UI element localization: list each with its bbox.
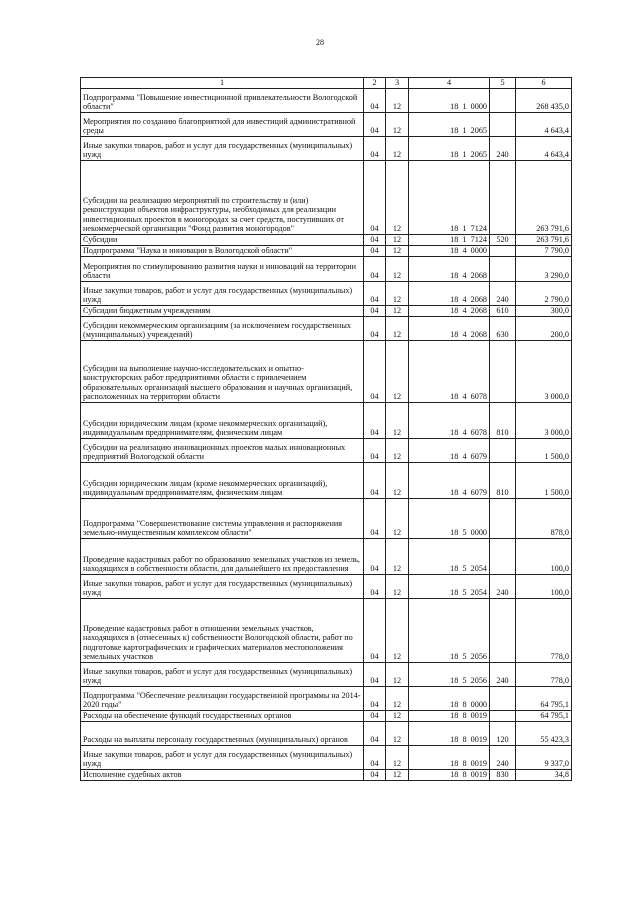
row-amount: 100,0 <box>516 539 572 575</box>
row-description: Субсидии на реализацию мероприятий по строительству и (или) реконструкции объектов инфраструктуры, необходимых для реализации инвестиционных проектов в моногородах за счет средств, поступивших от некоммерческой организации "Фонд развития моногородов" <box>81 161 364 235</box>
row-amount: 4 643,4 <box>516 137 572 161</box>
table-row <box>81 770 572 781</box>
row-target-article: 18 5 2056 <box>409 599 490 663</box>
table-row <box>81 317 572 341</box>
row-description: Субсидии бюджетным учреждениям <box>81 306 364 317</box>
row-description: Подпрограмма "Обеспечение реализации государственной программы на 2014-2020 годы" <box>81 687 364 711</box>
table-row <box>81 599 572 663</box>
row-subsection-code: 12 <box>386 306 409 317</box>
row-subsection-code: 12 <box>386 246 409 257</box>
table-row <box>81 746 572 770</box>
row-description: Иные закупки товаров, работ и услуг для государственных (муниципальных) нужд <box>81 663 364 687</box>
row-expense-type: 240 <box>490 663 516 687</box>
row-amount: 3 290,0 <box>516 257 572 282</box>
row-subsection-code: 12 <box>386 89 409 113</box>
row-target-article: 18 1 2065 <box>409 113 490 137</box>
row-expense-type <box>490 439 516 463</box>
row-amount: 778,0 <box>516 599 572 663</box>
row-subsection-code: 12 <box>386 439 409 463</box>
row-description: Субсидии юридическим лицам (кроме некоммерческих организаций), индивидуальным предпринимателям, физическим лицам <box>81 403 364 439</box>
row-description: Мероприятия по стимулированию развития науки и инноваций на территории области <box>81 257 364 282</box>
row-target-article: 18 5 2054 <box>409 539 490 575</box>
row-expense-type: 520 <box>490 235 516 246</box>
row-description: Иные закупки товаров, работ и услуг для государственных (муниципальных) нужд <box>81 137 364 161</box>
table-row <box>81 711 572 722</box>
row-target-article: 18 8 0019 <box>409 711 490 722</box>
page-number: 28 <box>316 38 324 47</box>
table-body <box>81 78 572 781</box>
table-row <box>81 439 572 463</box>
row-amount: 3 000,0 <box>516 403 572 439</box>
row-section-code: 04 <box>364 306 386 317</box>
row-section-code: 04 <box>364 161 386 235</box>
row-subsection-code: 12 <box>386 235 409 246</box>
table-header-row <box>81 78 572 89</box>
row-expense-type <box>490 499 516 539</box>
row-target-article: 18 4 6078 <box>409 341 490 403</box>
row-amount: 34,8 <box>516 770 572 781</box>
table-row <box>81 246 572 257</box>
row-section-code: 04 <box>364 746 386 770</box>
table-row <box>81 306 572 317</box>
row-amount: 1 500,0 <box>516 463 572 499</box>
row-expense-type: 240 <box>490 137 516 161</box>
row-subsection-code: 12 <box>386 746 409 770</box>
row-target-article: 18 1 7124 <box>409 161 490 235</box>
row-description: Расходы на обеспечение функций государственных органов <box>81 711 364 722</box>
row-description: Мероприятия по созданию благоприятной для инвестиций административной среды <box>81 113 364 137</box>
row-expense-type <box>490 246 516 257</box>
row-subsection-code: 12 <box>386 663 409 687</box>
column-header: 6 <box>516 78 572 89</box>
row-section-code: 04 <box>364 282 386 306</box>
row-section-code: 04 <box>364 341 386 403</box>
row-target-article: 18 4 2068 <box>409 282 490 306</box>
row-target-article: 18 4 6079 <box>409 463 490 499</box>
row-amount: 263 791,6 <box>516 161 572 235</box>
row-amount: 878,0 <box>516 499 572 539</box>
row-target-article: 18 8 0019 <box>409 722 490 746</box>
table-row <box>81 113 572 137</box>
budget-table <box>80 77 572 781</box>
row-section-code: 04 <box>364 599 386 663</box>
table-row <box>81 663 572 687</box>
column-header: 1 <box>81 78 364 89</box>
row-target-article: 18 8 0019 <box>409 746 490 770</box>
row-amount: 64 795,1 <box>516 687 572 711</box>
row-amount: 300,0 <box>516 306 572 317</box>
row-subsection-code: 12 <box>386 463 409 499</box>
row-expense-type <box>490 599 516 663</box>
row-section-code: 04 <box>364 539 386 575</box>
row-amount: 200,0 <box>516 317 572 341</box>
row-expense-type: 810 <box>490 463 516 499</box>
row-section-code: 04 <box>364 257 386 282</box>
row-description: Иные закупки товаров, работ и услуг для государственных (муниципальных) нужд <box>81 282 364 306</box>
row-subsection-code: 12 <box>386 137 409 161</box>
row-amount: 3 000,0 <box>516 341 572 403</box>
row-amount: 1 500,0 <box>516 439 572 463</box>
row-subsection-code: 12 <box>386 599 409 663</box>
row-expense-type: 630 <box>490 317 516 341</box>
row-subsection-code: 12 <box>386 722 409 746</box>
row-description: Расходы на выплаты персоналу государственных (муниципальных) органов <box>81 722 364 746</box>
table-row <box>81 539 572 575</box>
row-section-code: 04 <box>364 499 386 539</box>
row-amount: 2 790,0 <box>516 282 572 306</box>
table-row <box>81 257 572 282</box>
row-description: Субсидии юридическим лицам (кроме некоммерческих организаций), индивидуальным предпринимателям, физическим лицам <box>81 463 364 499</box>
row-description: Проведение кадастровых работ по образованию земельных участков из земель, находящихся в собственности области, для дальнейшего их предоставления <box>81 539 364 575</box>
row-amount: 263 791,6 <box>516 235 572 246</box>
row-section-code: 04 <box>364 463 386 499</box>
row-target-article: 18 8 0019 <box>409 770 490 781</box>
row-expense-type: 120 <box>490 722 516 746</box>
row-section-code: 04 <box>364 575 386 599</box>
row-description: Субсидии на выполнение научно-исследовательских и опытно-конструкторских работ предприятиями области с привлечением образовательных организаций высшего образования и научных организаций, расположенных на территории области <box>81 341 364 403</box>
row-description: Субсидии некоммерческим организациям (за исключением государственных (муниципальных) учреждений) <box>81 317 364 341</box>
row-target-article: 18 5 0000 <box>409 499 490 539</box>
table-row <box>81 235 572 246</box>
row-section-code: 04 <box>364 235 386 246</box>
row-target-article: 18 1 0000 <box>409 89 490 113</box>
row-section-code: 04 <box>364 439 386 463</box>
table-row <box>81 282 572 306</box>
table-row <box>81 137 572 161</box>
row-description: Иные закупки товаров, работ и услуг для государственных (муниципальных) нужд <box>81 575 364 599</box>
row-amount: 9 337,0 <box>516 746 572 770</box>
table-row <box>81 161 572 235</box>
row-description: Подпрограмма "Наука и инновации в Вологодской области" <box>81 246 364 257</box>
row-section-code: 04 <box>364 711 386 722</box>
row-target-article: 18 4 2068 <box>409 257 490 282</box>
row-expense-type <box>490 341 516 403</box>
row-subsection-code: 12 <box>386 687 409 711</box>
row-section-code: 04 <box>364 663 386 687</box>
row-expense-type: 240 <box>490 575 516 599</box>
row-expense-type <box>490 539 516 575</box>
row-section-code: 04 <box>364 722 386 746</box>
table-row <box>81 403 572 439</box>
row-expense-type: 610 <box>490 306 516 317</box>
row-target-article: 18 4 0000 <box>409 246 490 257</box>
row-expense-type: 240 <box>490 282 516 306</box>
row-amount: 100,0 <box>516 575 572 599</box>
row-subsection-code: 12 <box>386 161 409 235</box>
row-description: Проведение кадастровых работ в отношении земельных участков, находящихся в (отнесенных к) собственности Вологодской области, работ по подготовке картографических и графических материалов местоположения земельных участков <box>81 599 364 663</box>
row-amount: 268 435,0 <box>516 89 572 113</box>
row-subsection-code: 12 <box>386 403 409 439</box>
table-row <box>81 341 572 403</box>
row-section-code: 04 <box>364 89 386 113</box>
row-section-code: 04 <box>364 770 386 781</box>
table-row <box>81 575 572 599</box>
row-target-article: 18 1 7124 <box>409 235 490 246</box>
column-header: 4 <box>409 78 490 89</box>
row-section-code: 04 <box>364 137 386 161</box>
row-amount: 4 643,4 <box>516 113 572 137</box>
row-expense-type: 240 <box>490 746 516 770</box>
row-description: Подпрограмма "Совершенствование системы управления и распоряжения земельно-имущественным комплексом области" <box>81 499 364 539</box>
row-description: Иные закупки товаров, работ и услуг для государственных (муниципальных) нужд <box>81 746 364 770</box>
row-amount: 64 795,1 <box>516 711 572 722</box>
row-subsection-code: 12 <box>386 711 409 722</box>
row-description: Субсидии <box>81 235 364 246</box>
row-expense-type <box>490 711 516 722</box>
row-section-code: 04 <box>364 403 386 439</box>
row-subsection-code: 12 <box>386 499 409 539</box>
row-description: Исполнение судебных актов <box>81 770 364 781</box>
row-subsection-code: 12 <box>386 317 409 341</box>
table-row <box>81 463 572 499</box>
row-target-article: 18 4 6078 <box>409 403 490 439</box>
column-header: 2 <box>364 78 386 89</box>
row-target-article: 18 8 0000 <box>409 687 490 711</box>
table-row <box>81 687 572 711</box>
row-expense-type <box>490 257 516 282</box>
row-target-article: 18 5 2056 <box>409 663 490 687</box>
row-subsection-code: 12 <box>386 113 409 137</box>
row-expense-type <box>490 161 516 235</box>
row-section-code: 04 <box>364 113 386 137</box>
table-row <box>81 499 572 539</box>
row-target-article: 18 4 6079 <box>409 439 490 463</box>
row-expense-type: 830 <box>490 770 516 781</box>
row-expense-type <box>490 89 516 113</box>
row-section-code: 04 <box>364 246 386 257</box>
row-amount: 7 790,0 <box>516 246 572 257</box>
table-row <box>81 89 572 113</box>
row-target-article: 18 5 2054 <box>409 575 490 599</box>
column-header: 3 <box>386 78 409 89</box>
row-section-code: 04 <box>364 687 386 711</box>
row-amount: 778,0 <box>516 663 572 687</box>
row-subsection-code: 12 <box>386 282 409 306</box>
row-subsection-code: 12 <box>386 770 409 781</box>
table-row <box>81 722 572 746</box>
column-header: 5 <box>490 78 516 89</box>
row-subsection-code: 12 <box>386 575 409 599</box>
row-expense-type <box>490 687 516 711</box>
row-subsection-code: 12 <box>386 341 409 403</box>
row-target-article: 18 4 2068 <box>409 306 490 317</box>
row-expense-type: 810 <box>490 403 516 439</box>
row-subsection-code: 12 <box>386 257 409 282</box>
row-subsection-code: 12 <box>386 539 409 575</box>
row-target-article: 18 1 2065 <box>409 137 490 161</box>
row-expense-type <box>490 113 516 137</box>
row-section-code: 04 <box>364 317 386 341</box>
row-description: Подпрограмма "Повышение инвестиционной привлекательности Вологодской области" <box>81 89 364 113</box>
row-description: Субсидии на реализацию инновационных проектов малых инновационных предприятий Вологодской области <box>81 439 364 463</box>
row-amount: 55 423,3 <box>516 722 572 746</box>
row-target-article: 18 4 2068 <box>409 317 490 341</box>
